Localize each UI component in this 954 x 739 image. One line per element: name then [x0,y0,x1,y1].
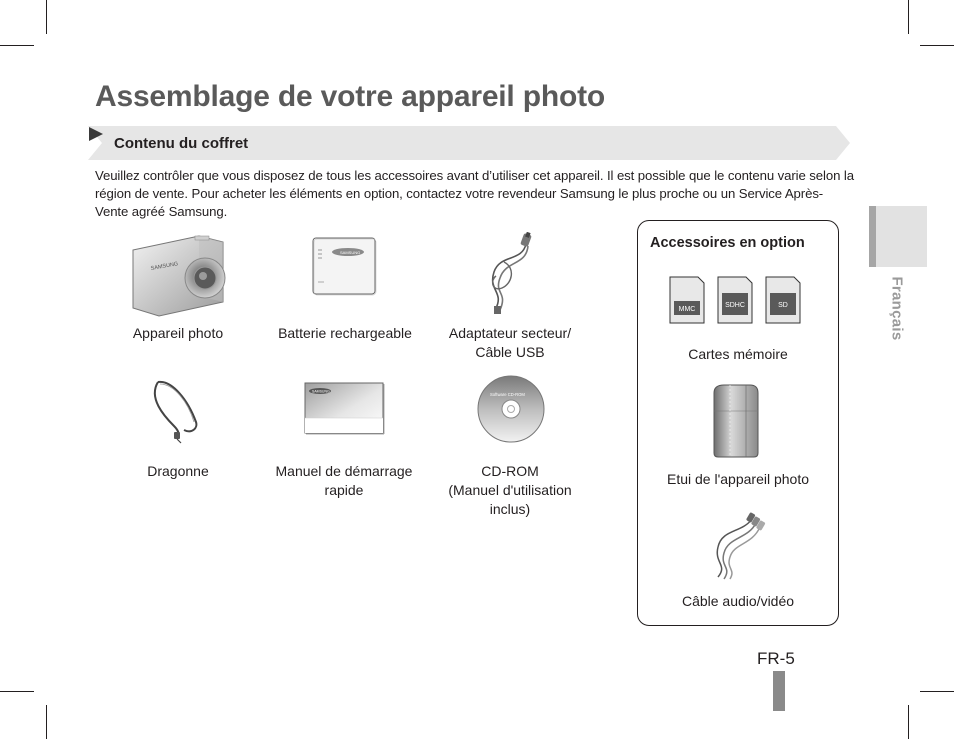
page-number: FR-5 [757,649,795,668]
crop-mark [920,691,954,692]
language-tab [869,206,927,267]
crop-mark [908,0,909,34]
item-usb-cable [440,230,580,370]
item-cd-rom [440,370,580,520]
samsung-logo: SAMSUNG [312,389,330,394]
cd-rom-icon [476,374,546,444]
intro-paragraph: Veuillez contrôler que vous disposez de tous les accessoires avant d’utiliser cet appareil. Il est possible que le contenu varie selon la région de vente. Pour acheter les éléments en option, contactez votre revendeur Samsung le plus proche ou un Service Après-Vente agréé Samsung. [95,168,854,219]
svg-text:MMC: MMC [678,306,696,313]
samsung-logo: SAMSUNG [340,250,361,255]
item-strap [115,370,241,490]
item-caption: Etui de l'appareil photo [667,471,809,487]
language-label: Français [888,276,906,341]
item-battery [272,230,418,350]
section-title: Contenu du coffret [114,135,249,152]
av-cable-icon [708,511,768,581]
crop-mark [908,705,909,739]
memory-cards-icon [668,273,804,327]
crop-mark [920,45,954,46]
item-caption: Dragonne [147,463,209,479]
cd-label: Software CD-ROM [490,392,525,397]
camera-case-icon [710,383,762,459]
samsung-logo: SAMSUNG [150,261,179,272]
camera-icon [129,232,227,318]
item-caption: Câble audio/vidéo [681,593,795,609]
manual-icon [304,382,386,438]
memory-card [766,277,800,323]
memory-card [670,277,704,323]
svg-text:SDHC: SDHC [725,302,745,309]
optional-accessories-title: Accessoires en option [650,235,805,251]
crop-mark [0,45,34,46]
optional-accessories-panel [637,220,839,626]
item-camera [115,230,241,350]
memory-card [718,277,752,323]
item-caption: CD-ROM (Manuel d'utilisation inclus) [448,463,572,517]
item-manual [266,370,422,510]
item-caption: Cartes mémoire [688,346,788,362]
item-caption: Adaptateur secteur/ Câble USB [448,325,572,360]
item-caption: Manuel de démarrage rapide [275,463,413,498]
svg-text:SD: SD [778,302,788,309]
usb-cable-icon [482,232,542,314]
crop-mark [46,705,47,739]
page-title: Assemblage de votre appareil photo [95,80,605,113]
item-caption: Batterie rechargeable [278,325,412,341]
crop-mark [46,0,47,34]
crop-mark [0,691,34,692]
language-tab-edge [869,206,876,267]
section-header [88,126,850,160]
play-arrow-icon [88,126,104,142]
item-caption: Appareil photo [132,325,224,341]
battery-icon [310,236,380,298]
page-bar [773,671,785,711]
strap-icon [148,376,208,444]
